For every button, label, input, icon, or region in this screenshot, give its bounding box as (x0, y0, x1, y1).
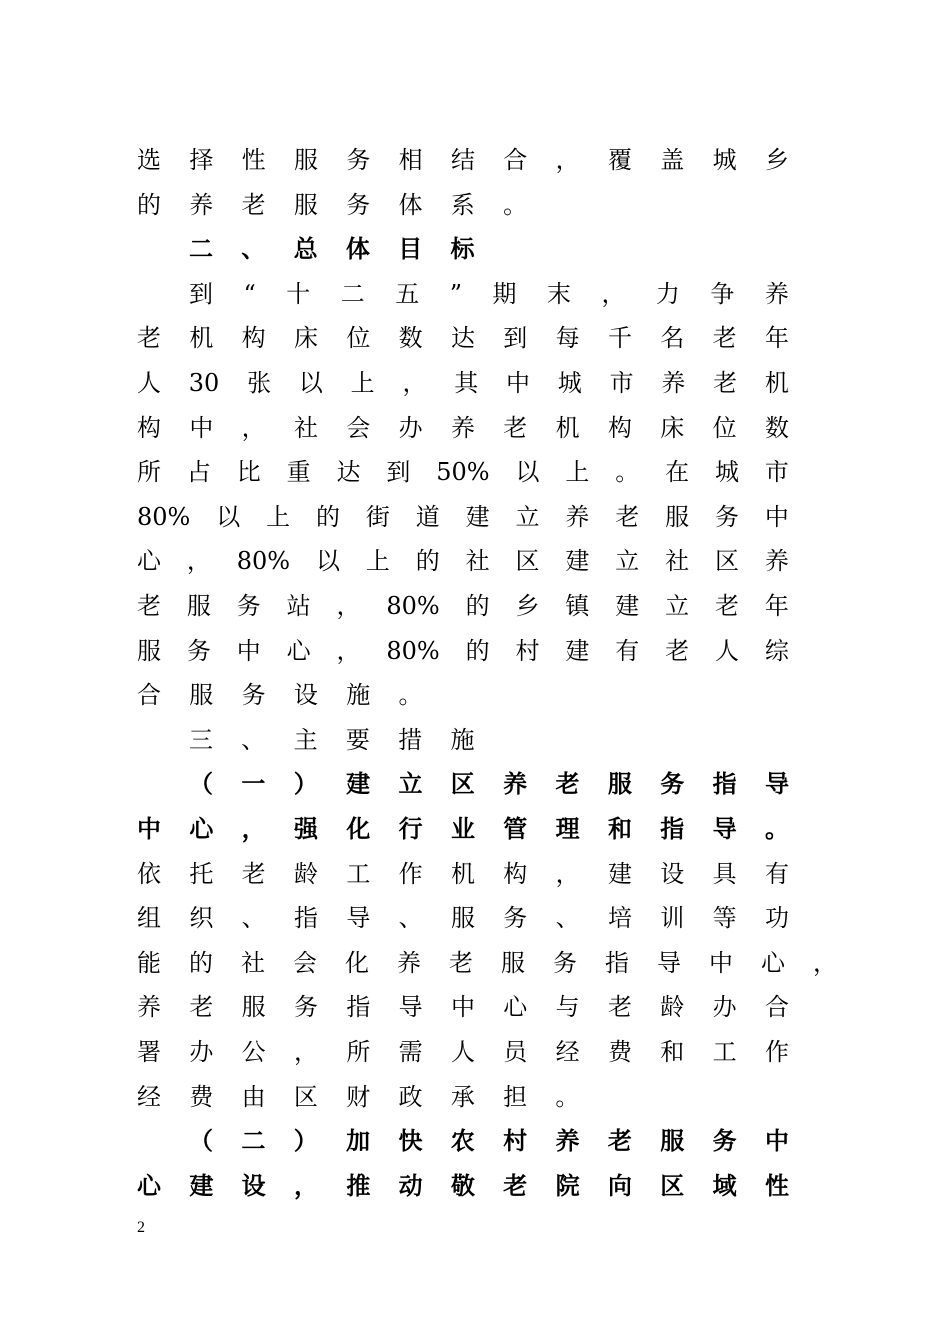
text-line: 三 、 主 要 措 施 (189, 725, 475, 754)
text-line: 心 ， 80% 以 上 的 社 区 建 立 社 区 养 (137, 547, 789, 576)
text-line: 到 “ 十 二 五 ” 期 末 ， 力 争 养 (189, 279, 789, 308)
text-line: 构 中 ， 社 会 办 养 老 机 构 床 位 数 (137, 413, 789, 442)
text-line: 署 办 公 ， 所 需 人 员 经 费 和 工 作 (137, 1038, 789, 1066)
page-number: 2 (137, 1219, 145, 1236)
text-line: 所 占 比 重 达 到 50% 以 上 。 在 城 市 (137, 458, 789, 487)
text-line: 服 务 中 心 ， 80% 的 村 建 有 老 人 综 (137, 636, 789, 665)
text-line: 合 服 务 设 施 。 (137, 681, 423, 710)
text-line: 二 、 总 体 目 标 (189, 234, 475, 264)
text-line: 中 心 ， 强 化 行 业 管 理 和 指 导 。 (137, 814, 789, 843)
text-line: 选 择 性 服 务 相 结 合 ， 覆 盖 城 乡 (137, 146, 789, 174)
text-line: 老 服 务 站 ， 80% 的 乡 镇 建 立 老 年 (137, 592, 789, 620)
text-line: 的 养 老 服 务 体 系 。 (137, 190, 528, 219)
text-line: 80% 以 上 的 街 道 建 立 养 老 服 务 中 (137, 502, 789, 531)
text-line: 人 30 张 以 上 ， 其 中 城 市 养 老 机 (137, 369, 789, 397)
text-line: 老 机 构 床 位 数 达 到 每 千 名 老 年 (137, 324, 789, 353)
text-line: 养 老 服 务 指 导 中 心 与 老 龄 办 合 (137, 993, 789, 1022)
text-line: （ 一 ） 建 立 区 养 老 服 务 指 导 (189, 769, 789, 799)
text-line: 依 托 老 龄 工 作 机 构 ， 建 设 具 有 (137, 859, 789, 888)
text-line: （ 二 ） 加 快 农 村 养 老 服 务 中 (189, 1126, 789, 1156)
text-line: 组 织 、 指 导 、 服 务 、 培 训 等 功 (137, 904, 789, 933)
text-line: 心 建 设 ， 推 动 敬 老 院 向 区 域 性 (137, 1170, 789, 1200)
text-line: 经 费 由 区 财 政 承 担 。 (137, 1082, 580, 1111)
text-line: 能 的 社 会 化 养 老 服 务 指 导 中 心 ， (137, 948, 837, 977)
